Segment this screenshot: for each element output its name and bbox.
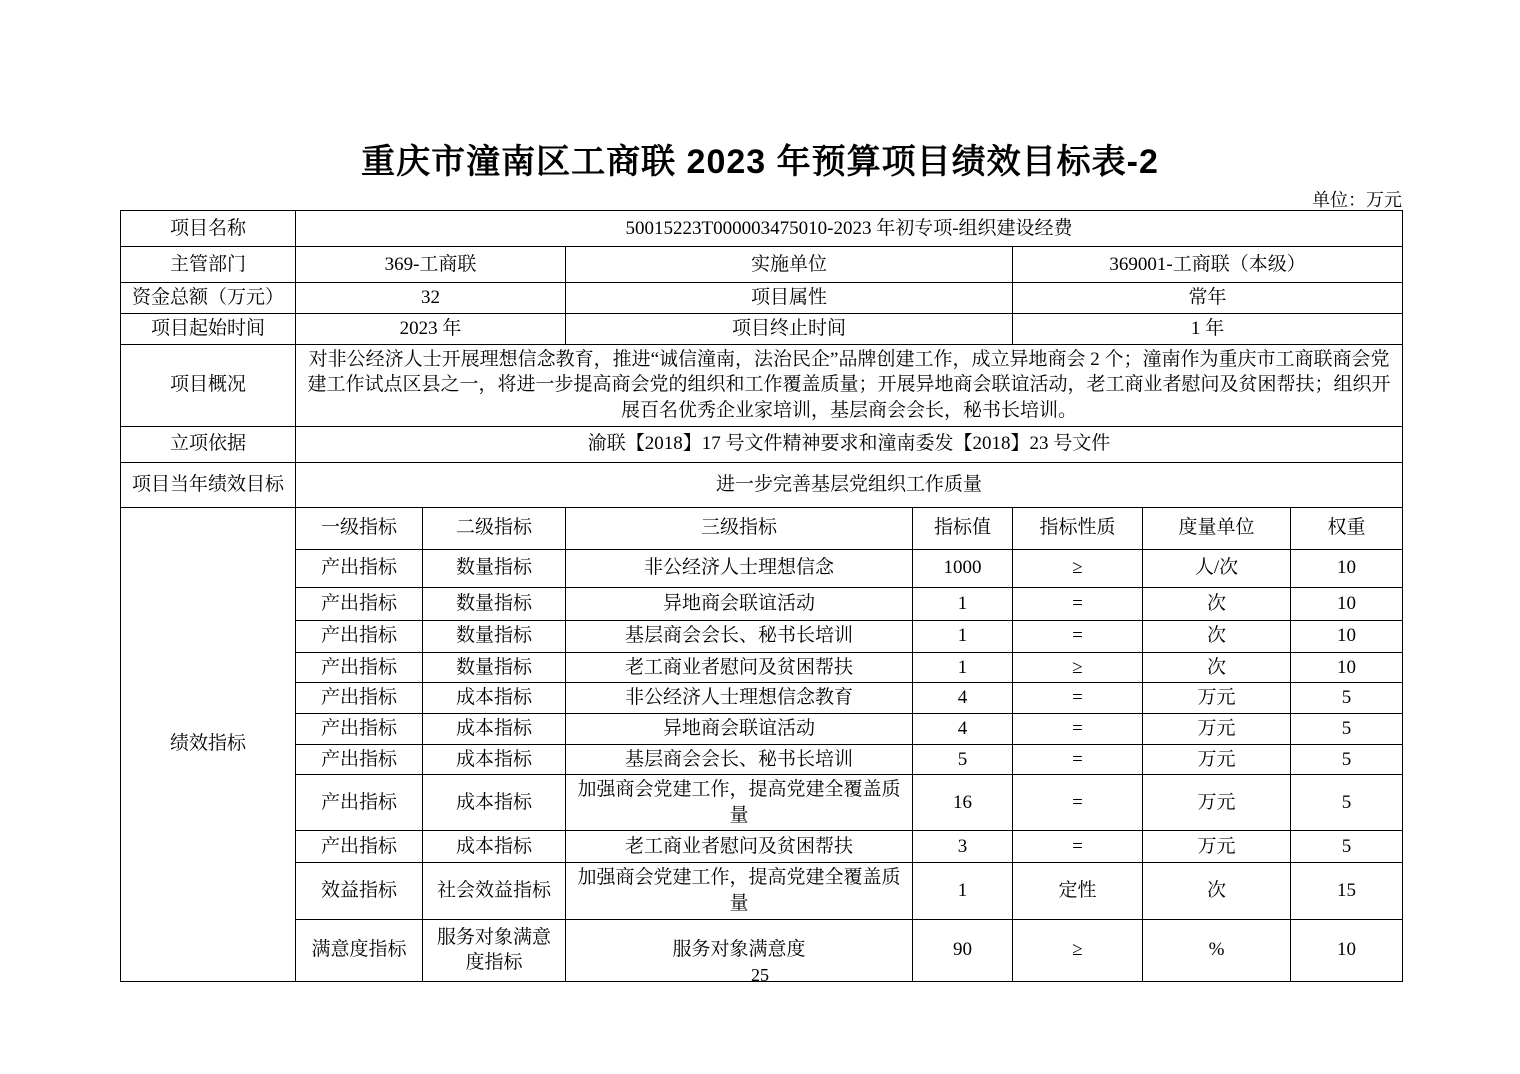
indicator-cell: 产出指标 [296, 587, 423, 620]
indicator-cell: 产出指标 [296, 620, 423, 652]
indicator-cell: 次 [1143, 863, 1291, 919]
dept-value: 369-工商联 [296, 247, 566, 283]
indicator-row [121, 683, 1403, 714]
column-header: 三级指标 [566, 507, 913, 549]
table-row [121, 314, 1403, 345]
indicator-cell: 5 [1291, 744, 1403, 775]
indicator-cell: 定性 [1013, 863, 1143, 919]
indicator-cell: 万元 [1143, 775, 1291, 831]
indicator-cell: 异地商会联谊活动 [566, 713, 913, 744]
indicator-cell: 非公经济人士理想信念教育 [566, 683, 913, 714]
table-row [121, 462, 1403, 507]
total-fund-value: 32 [296, 283, 566, 314]
indicator-cell: 次 [1143, 587, 1291, 620]
indicator-row [121, 831, 1403, 863]
indicator-cell: 1 [913, 587, 1013, 620]
page-number: 25 [751, 965, 769, 985]
indicator-row [121, 620, 1403, 652]
indicator-cell: 人/次 [1143, 549, 1291, 587]
total-fund-label: 资金总额（万元） [121, 283, 296, 314]
impl-unit-label: 实施单位 [566, 247, 1013, 283]
indicator-cell: 1000 [913, 549, 1013, 587]
indicator-cell: 万元 [1143, 744, 1291, 775]
column-header: 一级指标 [296, 507, 423, 549]
indicator-cell: 数量指标 [423, 587, 566, 620]
indicator-cell: 5 [913, 744, 1013, 775]
indicator-cell: 次 [1143, 620, 1291, 652]
indicator-row [121, 713, 1403, 744]
overview-label: 项目概况 [121, 344, 296, 426]
indicator-cell: = [1013, 620, 1143, 652]
indicator-cell: 4 [913, 683, 1013, 714]
column-header: 二级指标 [423, 507, 566, 549]
project-name-value: 50015223T000003475010-2023 年初专项-组织建设经费 [296, 211, 1403, 247]
indicator-cell: = [1013, 744, 1143, 775]
indicator-cell: 16 [913, 775, 1013, 831]
indicator-cell: 非公经济人士理想信念 [566, 549, 913, 587]
indicator-cell: 万元 [1143, 713, 1291, 744]
project-name-label: 项目名称 [121, 211, 296, 247]
indicator-cell: 15 [1291, 863, 1403, 919]
indicator-cell: = [1013, 587, 1143, 620]
end-time-label: 项目终止时间 [566, 314, 1013, 345]
indicator-cell: 成本指标 [423, 713, 566, 744]
indicator-cell: 3 [913, 831, 1013, 863]
indicator-cell: 服务对象满意度指标 [423, 919, 566, 981]
indicator-cell: ≥ [1013, 549, 1143, 587]
indicator-cell: % [1143, 919, 1291, 981]
indicator-cell: 产出指标 [296, 683, 423, 714]
indicator-cell: 产出指标 [296, 713, 423, 744]
indicator-cell: 产出指标 [296, 744, 423, 775]
indicator-cell: 10 [1291, 549, 1403, 587]
indicator-cell: ≥ [1013, 919, 1143, 981]
indicator-cell: 1 [913, 620, 1013, 652]
indicator-cell: 90 [913, 919, 1013, 981]
indicator-cell: 5 [1291, 775, 1403, 831]
column-header: 指标性质 [1013, 507, 1143, 549]
indicator-row [121, 549, 1403, 587]
indicator-cell: 基层商会会长、秘书长培训 [566, 744, 913, 775]
indicator-cell: ≥ [1013, 652, 1143, 683]
start-time-label: 项目起始时间 [121, 314, 296, 345]
indicator-cell: 成本指标 [423, 831, 566, 863]
table-row [121, 344, 1403, 426]
indicator-cell: = [1013, 683, 1143, 714]
indicator-cell: 基层商会会长、秘书长培训 [566, 620, 913, 652]
indicator-cell: 效益指标 [296, 863, 423, 919]
indicator-header-row [121, 507, 1403, 549]
indicator-row [121, 775, 1403, 831]
indicator-cell: 异地商会联谊活动 [566, 587, 913, 620]
indicator-cell: 加强商会党建工作，提高党建全覆盖质量 [566, 775, 913, 831]
page-title: 重庆市潼南区工商联 2023 年预算项目绩效目标表-2 [361, 143, 1159, 181]
indicator-cell: 10 [1291, 919, 1403, 981]
indicator-cell: 次 [1143, 652, 1291, 683]
project-attr-value: 常年 [1013, 283, 1403, 314]
indicator-cell: = [1013, 713, 1143, 744]
performance-indicator-section-label: 绩效指标 [121, 507, 296, 981]
dept-label: 主管部门 [121, 247, 296, 283]
project-attr-label: 项目属性 [566, 283, 1013, 314]
indicator-cell: 5 [1291, 831, 1403, 863]
column-header: 指标值 [913, 507, 1013, 549]
table-row [121, 283, 1403, 314]
indicator-cell: 数量指标 [423, 620, 566, 652]
indicator-cell: = [1013, 831, 1143, 863]
indicator-cell: 1 [913, 863, 1013, 919]
end-time-value: 1 年 [1013, 314, 1403, 345]
indicator-row [121, 744, 1403, 775]
indicator-cell: 满意度指标 [296, 919, 423, 981]
basis-label: 立项依据 [121, 426, 296, 462]
basis-value: 渝联【2018】17 号文件精神要求和潼南委发【2018】23 号文件 [296, 426, 1403, 462]
table-row [121, 211, 1403, 247]
annual-goal-value: 进一步完善基层党组织工作质量 [296, 462, 1403, 507]
indicator-cell: 成本指标 [423, 744, 566, 775]
indicator-cell: 产出指标 [296, 775, 423, 831]
indicator-cell: 产出指标 [296, 831, 423, 863]
indicator-cell: 5 [1291, 713, 1403, 744]
indicator-cell: 10 [1291, 652, 1403, 683]
indicator-cell: 成本指标 [423, 775, 566, 831]
indicator-cell: 成本指标 [423, 683, 566, 714]
column-header: 权重 [1291, 507, 1403, 549]
indicator-row [121, 652, 1403, 683]
impl-unit-value: 369001-工商联（本级） [1013, 247, 1403, 283]
annual-goal-label: 项目当年绩效目标 [121, 462, 296, 507]
indicator-cell: 1 [913, 652, 1013, 683]
column-header: 度量单位 [1143, 507, 1291, 549]
indicator-cell: 万元 [1143, 831, 1291, 863]
indicator-cell: 万元 [1143, 683, 1291, 714]
indicator-cell: 5 [1291, 683, 1403, 714]
indicator-cell: 数量指标 [423, 652, 566, 683]
indicator-cell: 服务对象满意度 [566, 919, 913, 981]
indicator-cell: 数量指标 [423, 549, 566, 587]
indicator-cell: 10 [1291, 587, 1403, 620]
table-row [121, 426, 1403, 462]
start-time-value: 2023 年 [296, 314, 566, 345]
budget-performance-table [120, 210, 1403, 982]
indicator-cell: 加强商会党建工作，提高党建全覆盖质量 [566, 863, 913, 919]
indicator-row [121, 863, 1403, 919]
indicator-cell: 老工商业者慰问及贫困帮扶 [566, 652, 913, 683]
indicator-cell: 社会效益指标 [423, 863, 566, 919]
indicator-cell: 产出指标 [296, 652, 423, 683]
indicator-cell: 10 [1291, 620, 1403, 652]
unit-note: 单位：万元 [1312, 190, 1402, 210]
indicator-cell: 4 [913, 713, 1013, 744]
indicator-cell: 老工商业者慰问及贫困帮扶 [566, 831, 913, 863]
indicator-cell: = [1013, 775, 1143, 831]
indicator-row [121, 587, 1403, 620]
overview-value: 对非公经济人士开展理想信念教育，推进“诚信潼南，法治民企”品牌创建工作，成立异地商会 2 个；潼南作为重庆市工商联商会党建工作试点区县之一，将进一步提高商会党的组织和工作覆盖质量；开展异地商会联谊活动，老工商业者慰问及贫困帮扶；组织开展百名优秀企业家培训，基层商会会长，秘书长培训。 [296, 344, 1403, 426]
indicator-cell: 产出指标 [296, 549, 423, 587]
table-row [121, 247, 1403, 283]
